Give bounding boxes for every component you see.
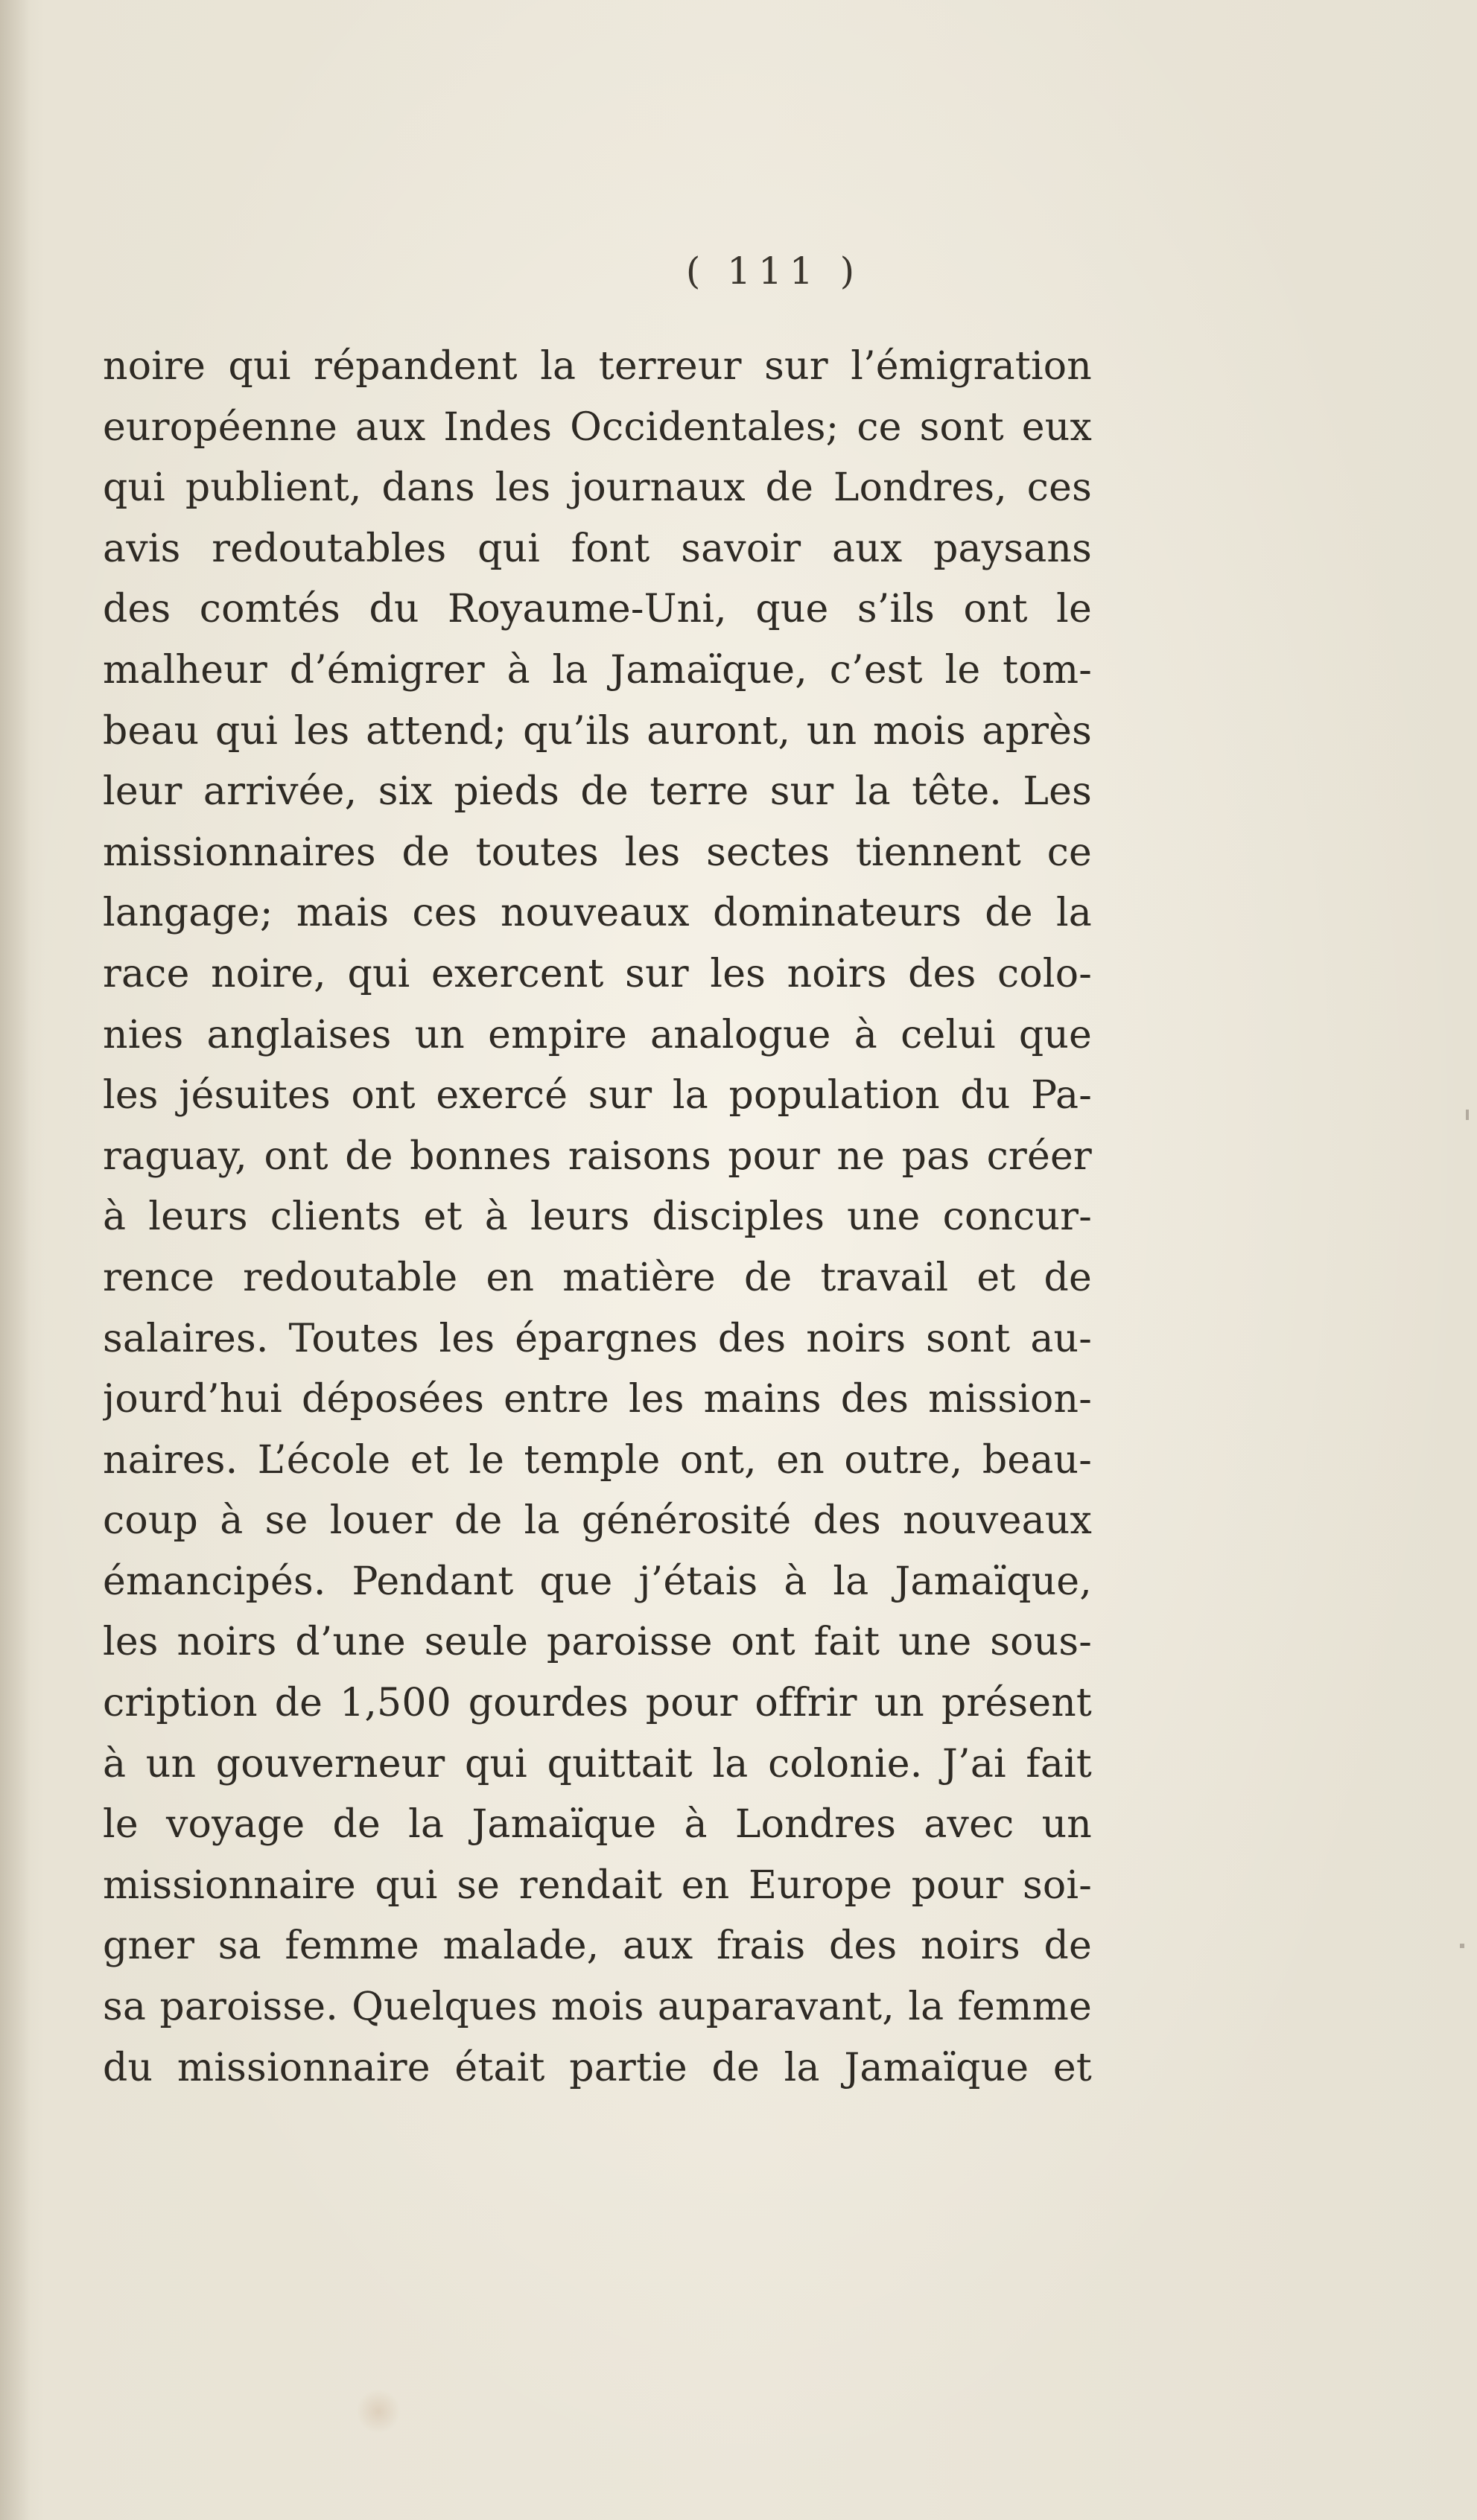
- text-line: langage; mais ces nouveaux dominateurs de la: [103, 891, 1092, 936]
- text-line: à un gouverneur qui quittait la colonie. J’ai fait: [103, 1741, 1092, 1786]
- text-line: cription de 1,500 gourdes pour offrir un présent: [103, 1681, 1092, 1726]
- page-number: ( 111 ): [685, 249, 863, 293]
- spine-shadow: [0, 0, 30, 2520]
- paper-stain: [356, 2389, 401, 2434]
- text-line: naires. L’école et le temple ont, en outre, beau-: [103, 1437, 1092, 1483]
- text-line: européenne aux Indes Occidentales; ce sont eux: [103, 404, 1092, 450]
- text-line: les jésuites ont exercé sur la population du Pa-: [103, 1073, 1092, 1119]
- text-line: le voyage de la Jamaïque à Londres avec un: [103, 1802, 1092, 1848]
- text-line: leur arrivée, six pieds de terre sur la tête. Les: [103, 769, 1092, 815]
- text-line: missionnaire qui se rendait en Europe pour soi-: [103, 1862, 1092, 1908]
- body-text: [103, 337, 1092, 2099]
- text-line: les noirs d’une seule paroisse ont fait une sous-: [103, 1620, 1092, 1665]
- text-line: beau qui les attend; qu’ils auront, un mois après: [103, 708, 1092, 754]
- text-line: race noire, qui exercent sur les noirs des colo-: [103, 951, 1092, 996]
- text-line: raguay, ont de bonnes raisons pour ne pas créer: [103, 1133, 1092, 1179]
- text-line: malheur d’émigrer à la Jamaïque, c’est le tom-: [103, 647, 1092, 693]
- text-line: qui publient, dans les journaux de Londres, ces: [103, 465, 1092, 511]
- text-line: des comtés du Royaume-Uni, que s’ils ont le: [103, 587, 1092, 632]
- paper-speck: [1466, 1110, 1469, 1120]
- text-line: émancipés. Pendant que j’étais à la Jamaïque,: [103, 1559, 1092, 1604]
- text-line: noire qui répandent la terreur sur l’émigration: [103, 344, 1092, 389]
- text-line: gner sa femme malade, aux frais des noirs de: [103, 1924, 1092, 1969]
- text-line: avis redoutables qui font savoir aux paysans: [103, 526, 1092, 571]
- text-line: salaires. Toutes les épargnes des noirs sont au-: [103, 1316, 1092, 1361]
- text-line: du missionnaire était partie de la Jamaïque et: [103, 2045, 1092, 2090]
- paper-speck: [1460, 1944, 1464, 1948]
- text-line: à leurs clients et à leurs disciples une concur-: [103, 1194, 1092, 1240]
- text-line: sa paroisse. Quelques mois auparavant, la femme: [103, 1985, 1092, 2030]
- text-line: rence redoutable en matière de travail et de: [103, 1255, 1092, 1300]
- text-line: coup à se louer de la générosité des nouveaux: [103, 1498, 1092, 1544]
- text-line: nies anglaises un empire analogue à celui que: [103, 1012, 1092, 1057]
- text-line: jourd’hui déposées entre les mains des mission-: [103, 1377, 1092, 1422]
- text-line: missionnaires de toutes les sectes tiennent ce: [103, 830, 1092, 875]
